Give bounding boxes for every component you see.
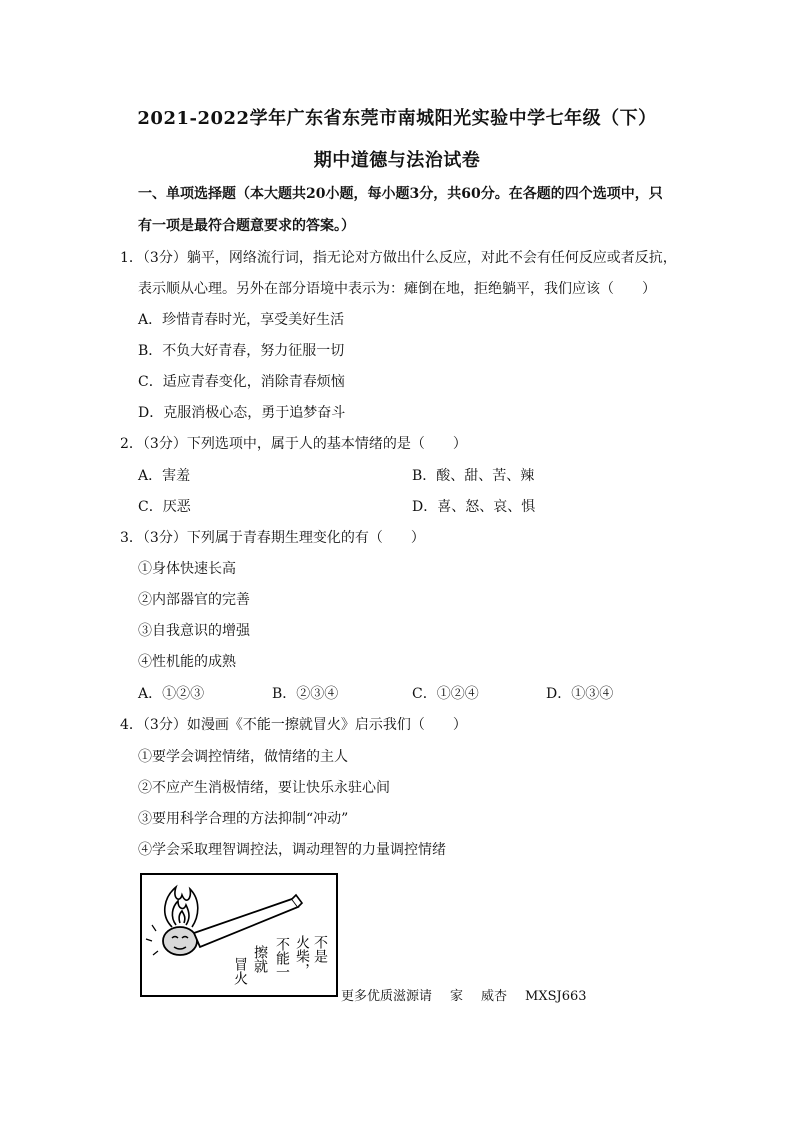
- q1-option-d: D．克服消极心态，勇于追梦奋斗: [138, 405, 346, 421]
- q1-option-c: C．适应青春变化，消除青春烦恼: [138, 374, 345, 390]
- q1-stem-line1: 1．（3分）躺平，网络流行词，指无论对方做出什么反应，对此不会有任何反应或者反抗，: [120, 250, 677, 266]
- q4-item-2: ②不应产生消极情绪，要让快乐永驻心间: [138, 780, 390, 796]
- q3-option-a: A．①②③: [138, 686, 205, 702]
- q2-option-d: D．喜、怒、哀、惧: [412, 499, 536, 515]
- q3-item-2: ②内部器官的完善: [138, 592, 250, 608]
- match-cartoon-illustration: [142, 875, 336, 995]
- watermark-note-text2: 家: [450, 989, 464, 1004]
- section-heading-line2: 有一项是最符合题意要求的答案。）: [138, 218, 355, 234]
- watermark-note: [341, 985, 605, 1004]
- q2-option-b: B．酸、甜、苦、辣: [412, 468, 535, 484]
- match-head: [163, 927, 197, 955]
- doc-title-line2: 期中道德与法治试卷: [313, 150, 481, 171]
- q2-stem: 2．（3分）下列选项中，属于人的基本情绪的是（ ）: [120, 436, 467, 452]
- q2-option-c: C．厌恶: [138, 499, 191, 515]
- q1-stem-line2: 表示顺从心理。另外在部分语境中表示为：瘫倒在地，拒绝躺平，我们应该（ ）: [138, 281, 656, 297]
- watermark-note-text4: MXSJ663: [525, 989, 587, 1004]
- doc-title-line1: 2021-2022学年广东省东莞市南城阳光实验中学七年级（下）: [137, 108, 657, 129]
- q4-stem: 4．（3分）如漫画《不能一擦就冒火》启示我们（ ）: [120, 717, 467, 733]
- q4-item-1: ①要学会调控情绪，做情绪的主人: [138, 749, 348, 765]
- q1-option-b: B．不负大好青春，努力征服一切: [138, 343, 345, 359]
- q1-option-a: A．珍惜青春时光，享受美好生活: [138, 312, 345, 328]
- q3-item-4: ④性机能的成熟: [138, 654, 236, 670]
- q3-option-d: D．①③④: [546, 686, 614, 702]
- cartoon-caption-col3: 不能一: [274, 937, 290, 979]
- cartoon-caption-col2: 火柴，: [294, 935, 310, 977]
- watermark-note-text3: 威杏: [481, 989, 508, 1004]
- q3-item-1: ①身体快速长高: [138, 561, 236, 577]
- section-heading-line1: 一、单项选择题（本大题共20小题，每小题3分，共60分。在各题的四个选项中，只: [138, 186, 663, 202]
- cartoon-caption-col5: 冒火: [232, 957, 248, 985]
- q4-cartoon: [140, 873, 338, 997]
- q2-option-a: A．害羞: [138, 468, 191, 484]
- q3-stem: 3．（3分）下列属于青春期生理变化的有（ ）: [120, 530, 425, 546]
- watermark-note-text1: 更多优质滋源请: [341, 989, 433, 1004]
- cartoon-caption-col4: 擦就: [252, 945, 268, 973]
- q4-item-3: ③要用科学合理的方法抑制“冲动”: [138, 811, 349, 827]
- q3-option-c: C．①②④: [412, 686, 479, 702]
- cartoon-caption-col1: 不是: [312, 935, 328, 963]
- q3-option-b: B．②③④: [272, 686, 339, 702]
- q4-item-4: ④学会采取理智调控法，调动理智的力量调控情绪: [138, 842, 446, 858]
- flame-icon: [165, 887, 198, 927]
- q3-item-3: ③自我意识的增强: [138, 623, 250, 639]
